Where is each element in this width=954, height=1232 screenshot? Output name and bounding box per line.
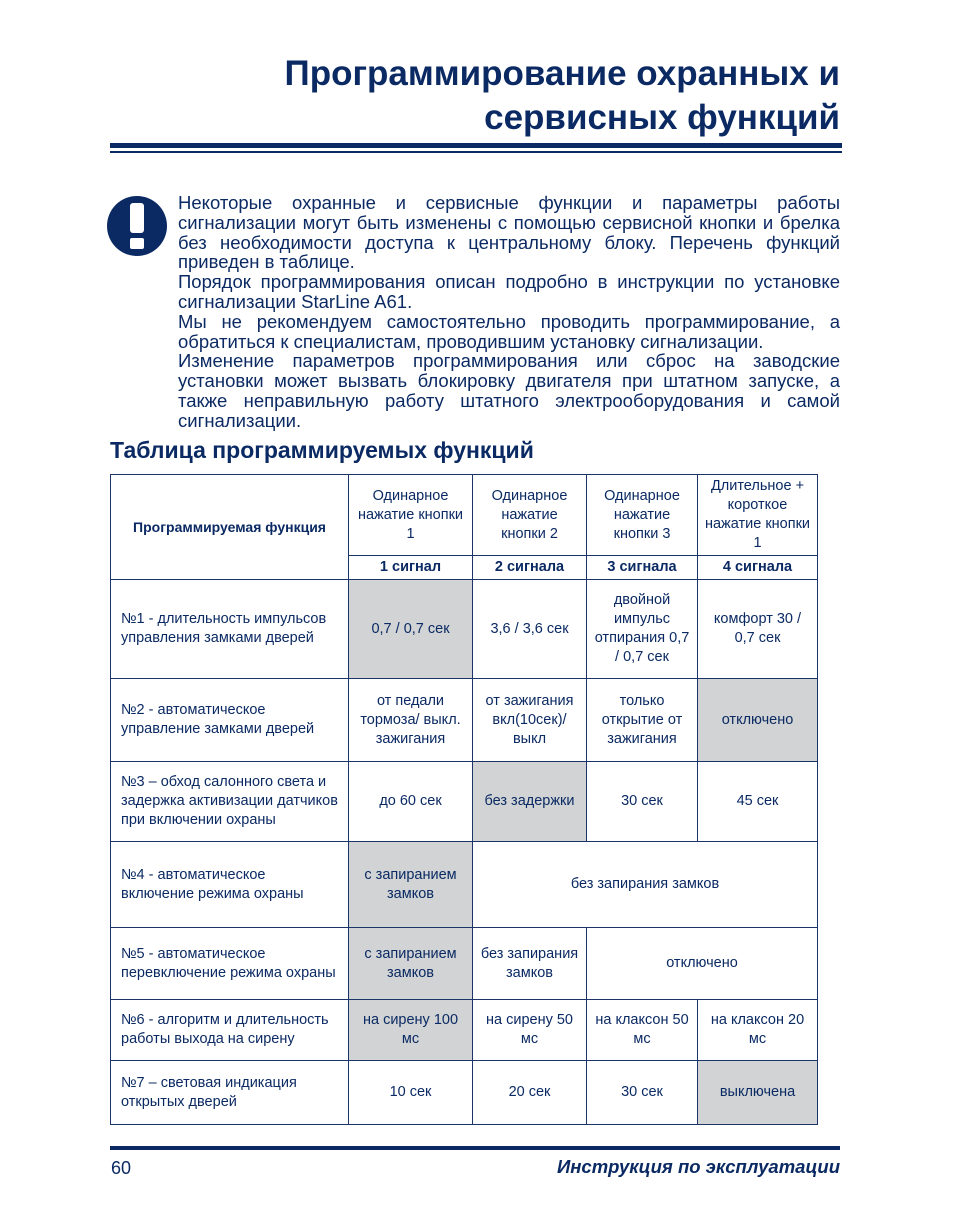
table-row <box>111 580 818 679</box>
value-cell: без запирания замков <box>473 928 587 1000</box>
column-header-signal-3: 3 сигнала <box>587 556 698 580</box>
title-line-1: Программирование охранных и <box>284 54 840 93</box>
intro-text <box>178 193 840 431</box>
column-header-signal-2: 2 сигнала <box>473 556 587 580</box>
value-cell: 30 сек <box>587 1061 698 1125</box>
value-cell: на клаксон 20 мс <box>698 1000 818 1061</box>
function-cell: №5 - автоматическое перевключение режима охраны <box>111 928 349 1000</box>
table-row <box>111 842 818 928</box>
function-cell: №4 - автоматическое включение режима охраны <box>111 842 349 928</box>
table-row <box>111 1000 818 1061</box>
manual-title: Инструкция по эксплуатации <box>556 1156 840 1177</box>
column-header-press-2: Одинарное нажатие кнопки 2 <box>473 475 587 556</box>
table-row <box>111 928 818 1000</box>
intro-paragraph: Порядок программирования описан подробно в инструкции по установке сигнализации StarLine A61. <box>178 271 840 312</box>
value-cell-merged: отключено <box>587 928 818 1000</box>
function-cell: №1 - длительность импульсов управления замками дверей <box>111 580 349 679</box>
value-cell: 45 сек <box>698 762 818 842</box>
intro-paragraph: Изменение параметров программирования или сброс на заводские установки может вызвать блокировку двигателя при штатном запуске, а также неправильную работу штатного электрооборудования и самой сигнализации. <box>178 350 840 431</box>
value-cell: только открытие от зажигания <box>587 679 698 762</box>
value-cell: на клаксон 50 мс <box>587 1000 698 1061</box>
value-cell: без задержки <box>473 762 587 842</box>
column-header-press-3: Одинарное нажатие кнопки 3 <box>587 475 698 556</box>
column-header-signal-1: 1 сигнал <box>349 556 473 580</box>
function-cell: №2 - автоматическое управление замками дверей <box>111 679 349 762</box>
value-cell: с запиранием замков <box>349 842 473 928</box>
function-cell: №6 - алгоритм и длительность работы выхода на сирену <box>111 1000 349 1061</box>
page-title <box>110 52 840 140</box>
exclamation-circle-icon <box>106 195 168 257</box>
value-cell: выключена <box>698 1061 818 1125</box>
value-cell: двойной импульс отпирания 0,7 / 0,7 сек <box>587 580 698 679</box>
value-cell: 10 сек <box>349 1061 473 1125</box>
page-number: 60 <box>111 1158 132 1178</box>
value-cell: до 60 сек <box>349 762 473 842</box>
column-header-press-1: Одинарное нажатие кнопки 1 <box>349 475 473 556</box>
value-cell: 0,7 / 0,7 сек <box>349 580 473 679</box>
value-cell: отключено <box>698 679 818 762</box>
table-row <box>111 1061 818 1125</box>
column-header-press-4: Длительное + короткое нажатие кнопки 1 <box>698 475 818 556</box>
value-cell: с запиранием замков <box>349 928 473 1000</box>
value-cell: от педали тормоза/ выкл. зажигания <box>349 679 473 762</box>
function-column-header: Программируемая функция <box>111 475 349 580</box>
table-header-row <box>111 475 818 556</box>
value-cell: 20 сек <box>473 1061 587 1125</box>
table-title: Таблица программируемых функций <box>110 437 534 463</box>
table-row <box>111 679 818 762</box>
value-cell: 30 сек <box>587 762 698 842</box>
title-line-2: сервисных функций <box>484 98 840 137</box>
function-cell: №3 – обход салонного света и задержка активизации датчиков при включении охраны <box>111 762 349 842</box>
value-cell: от зажигания вкл(10сек)/ выкл <box>473 679 587 762</box>
value-cell: на сирену 50 мс <box>473 1000 587 1061</box>
intro-paragraph: Мы не рекомендуем самостоятельно проводить программирование, а обратиться к специалистам, проводившим установку сигнализации. <box>178 310 840 352</box>
value-cell: на сирену 100 мс <box>349 1000 473 1061</box>
title-rule-thick <box>110 143 842 148</box>
value-cell: комфорт 30 / 0,7 сек <box>698 580 818 679</box>
value-cell-merged: без запирания замков <box>473 842 818 928</box>
table-row <box>111 762 818 842</box>
column-header-signal-4: 4 сигнала <box>698 556 818 580</box>
title-rule-thin <box>110 151 842 153</box>
intro-paragraph: Некоторые охранные и сервисные функции и параметры работы сигнализации могут быть изменены с помощью сервисной кнопки и брелка без необходимости доступа к центральному блоку. Перечень функций приведен в таблице. <box>178 192 840 273</box>
functions-table <box>110 474 818 1125</box>
function-cell: №7 – световая индикация открытых дверей <box>111 1061 349 1125</box>
value-cell: 3,6 / 3,6 сек <box>473 580 587 679</box>
footer-rule <box>110 1146 840 1150</box>
